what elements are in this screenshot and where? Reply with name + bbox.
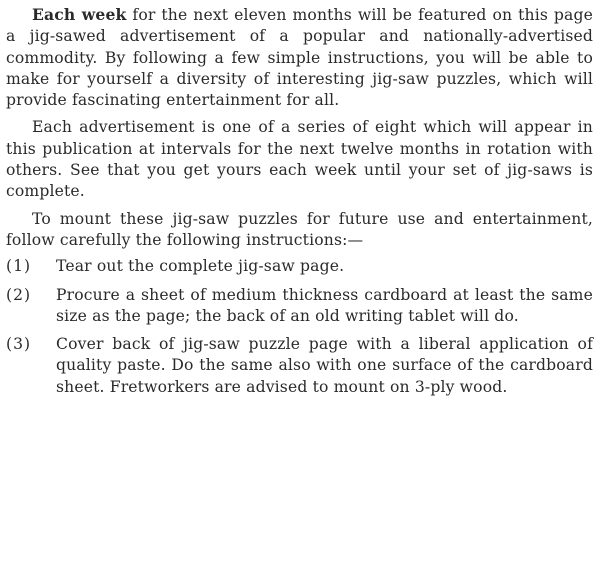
instruction-number: (1)	[6, 257, 32, 276]
mounting-intro-text: To mount these jig-saw puzzles for future use and entertainment, follow carefully the following instructions:—	[6, 209, 593, 249]
instruction-text: Tear out the complete jig-saw page.	[56, 257, 345, 276]
instruction-number: (2)	[6, 285, 32, 304]
instruction-text: Procure a sheet of medium thickness cardboard at least the same size as the page; the back of an old writing tablet will do.	[56, 285, 593, 325]
series-paragraph	[6, 117, 593, 202]
series-text: Each advertisement is one of a series of eight which will appear in this publication at intervals for the next twelve months in rotation with others. See that you get yours each week until your set of jig-saws is complete.	[6, 118, 593, 201]
intro-lead-phrase: Each week	[32, 5, 127, 24]
instruction-item	[6, 256, 593, 277]
instruction-number: (3)	[6, 335, 32, 354]
instruction-item	[6, 334, 593, 398]
intro-text: for the next eleven months will be featured on this page a jig-sawed advertisement of a popular and nationally-advertised commodity. By following a few simple instructions, you will be able to make for yourself a diversity of interesting jig-saw puzzles, which will provide fascinating entertainment for all.	[6, 6, 594, 110]
instruction-text: Cover back of jig-saw puzzle page with a liberal application of quality paste. Do the same also with one surface of the cardboard sheet. Fretworkers are advised to mount on 3-ply wood.	[56, 335, 593, 396]
instruction-item	[6, 285, 593, 328]
mounting-intro-paragraph	[6, 209, 593, 252]
intro-paragraph	[6, 4, 593, 111]
